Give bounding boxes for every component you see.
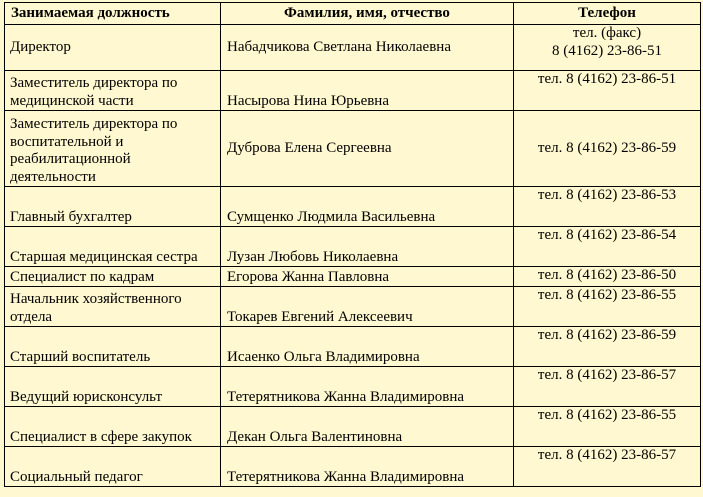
position-cell: Специалист по кадрам [5, 267, 221, 287]
name-cell: Тетерятникова Жанна Владимировна [221, 367, 514, 407]
table-row [5, 187, 701, 227]
name-cell: Сумщенко Людмила Васильевна [221, 187, 514, 227]
phone-cell: тел. 8 (4162) 23-86-51 [514, 71, 701, 111]
phone-cell: тел. 8 (4162) 23-86-53 [514, 187, 701, 227]
table-row [5, 25, 701, 71]
phone-cell: тел. 8 (4162) 23-86-55 [514, 287, 701, 327]
name-cell: Тетерятникова Жанна Владимировна [221, 447, 514, 487]
table-row [5, 71, 701, 111]
name-cell: Лузан Любовь Николаевна [221, 227, 514, 267]
phone-cell: тел. 8 (4162) 23-86-54 [514, 227, 701, 267]
position-cell: Специалист в сфере закупок [5, 407, 221, 447]
position-column-header: Занимаемая должность [5, 3, 221, 25]
name-cell: Дуброва Елена Сергеевна [221, 111, 514, 187]
phone-cell [514, 25, 701, 71]
phone-column-header: Телефон [514, 3, 701, 25]
position-cell: Начальник хозяйственного отдела [5, 287, 221, 327]
name-column-header: Фамилия, имя, отчество [221, 3, 514, 25]
position-cell: Директор [5, 25, 221, 71]
table-row [5, 227, 701, 267]
phone-cell: тел. 8 (4162) 23-86-55 [514, 407, 701, 447]
position-cell: Главный бухгалтер [5, 187, 221, 227]
table-row [5, 447, 701, 487]
phone-cell: тел. 8 (4162) 23-86-59 [514, 327, 701, 367]
phone-line: тел. (факс) [572, 25, 642, 41]
position-cell: Заместитель директора по воспитательной и реабилитационной деятельности [5, 111, 221, 187]
table-row [5, 327, 701, 367]
position-cell: Социальный педагог [5, 447, 221, 487]
name-cell: Набадчикова Светлана Николаевна [221, 25, 514, 71]
name-cell: Исаенко Ольга Владимировна [221, 327, 514, 367]
position-cell: Ведущий юрисконсульт [5, 367, 221, 407]
name-cell: Токарев Евгений Алексеевич [221, 287, 514, 327]
name-cell: Насырова Нина Юрьевна [221, 71, 514, 111]
position-cell: Заместитель директора по медицинской части [5, 71, 221, 111]
name-cell: Декан Ольга Валентиновна [221, 407, 514, 447]
table-row [5, 367, 701, 407]
contacts-table [4, 2, 701, 487]
table-row [5, 407, 701, 447]
phone-cell: тел. 8 (4162) 23-86-57 [514, 447, 701, 487]
table-row [5, 267, 701, 287]
header-row [5, 3, 701, 25]
name-cell: Егорова Жанна Павловна [221, 267, 514, 287]
position-cell: Старший воспитатель [5, 327, 221, 367]
phone-line: 8 (4162) 23-86-51 [552, 42, 662, 59]
phone-cell: тел. 8 (4162) 23-86-59 [514, 111, 701, 187]
phone-cell: тел. 8 (4162) 23-86-57 [514, 367, 701, 407]
table-row [5, 287, 701, 327]
position-cell: Старшая медицинская сестра [5, 227, 221, 267]
table-row [5, 111, 701, 187]
phone-cell: тел. 8 (4162) 23-86-50 [514, 267, 701, 287]
